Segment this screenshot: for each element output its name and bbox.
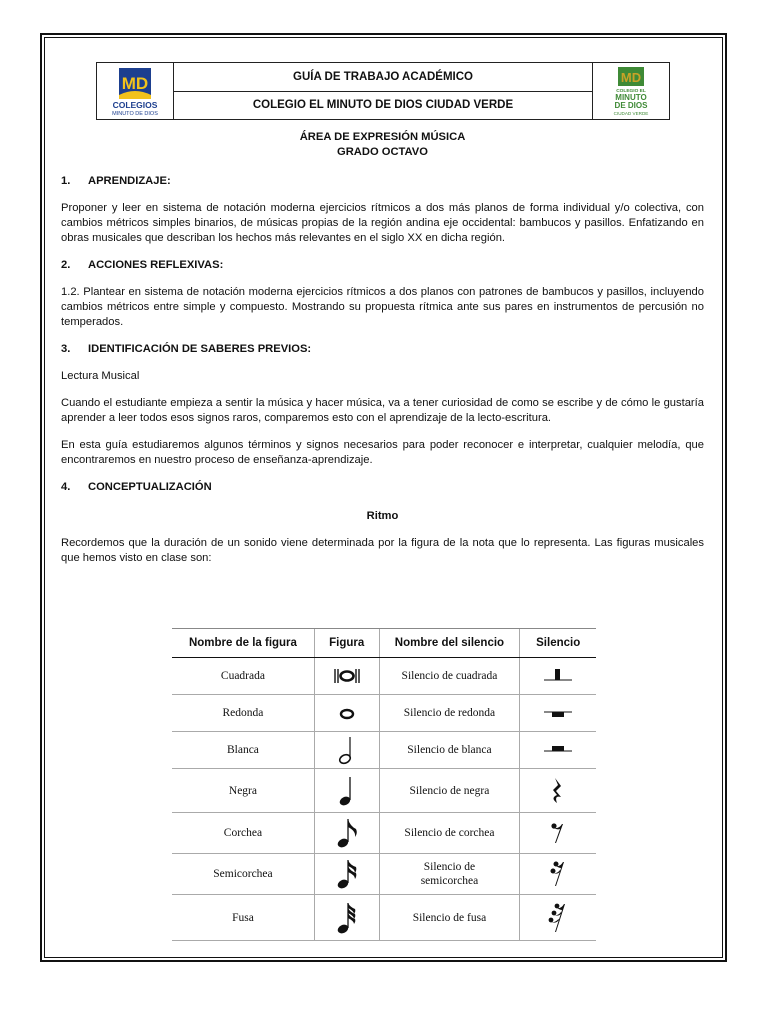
rest-name: Silencio de fusa (379, 895, 520, 941)
colegios-minuto-de-dios-logo (105, 65, 165, 117)
section-3-text-2: En esta guía estudiaremos algunos términos y signos necesarios para poder reconocer e interpretar, cualquier melodía, que encontraremos en nuestro proceso de enseñanza-aprendizaje. (61, 439, 704, 466)
rest-name-line-1: Silencio de (423, 861, 476, 873)
rest-name: Silencio de corchea (379, 813, 520, 854)
double-whole-note-icon (332, 666, 362, 686)
section-1-text: Proponer y leer en sistema de notación moderna ejercicios rítmicos a dos más planos de forma individual y/o colectiva, con cambios métricos simples binarios, de músicas propias de la región andina eje occidental: bambucos y pasillos. Enfatizando en obras musicales que describan los hechos más relevantes en el siglo XX en dicha región. (61, 202, 704, 244)
section-3-text-1: Cuando el estudiante empieza a sentir la música y hacer música, va a tener curiosidad de como se escribe y de cómo le gustaría aprender a leer todos esos signos raros, comparemos esto con el aprendizaje de la lecto-escritura. (61, 397, 704, 424)
whole-note-icon (335, 704, 359, 722)
figure-cell (314, 732, 379, 769)
table-row (172, 695, 596, 732)
document-body (61, 130, 704, 566)
table-row (172, 658, 596, 695)
header-rest: Silencio (520, 629, 596, 658)
rest-name: Silencio de blanca (379, 732, 520, 769)
figure-name: Semicorchea (172, 854, 314, 895)
section-2-title: ACCIONES REFLEXIVAS: (88, 259, 224, 271)
quarter-rest-icon (548, 776, 568, 806)
document-header (96, 62, 670, 120)
figure-name: Corchea (172, 813, 314, 854)
header-title-1: GUÍA DE TRABAJO ACADÉMICO (174, 63, 593, 92)
logo-right-mark: MD (620, 70, 642, 85)
thirty-second-note-icon (334, 901, 360, 935)
area-title: ÁREA DE EXPRESIÓN MÚSICA (299, 131, 466, 143)
section-4-text: Recordemos que la duración de un sonido viene determinada por la figura de la nota que lo representa. Las figuras musicales que hemos visto en clase son: (61, 537, 704, 564)
figure-cell (314, 658, 379, 695)
quarter-note-icon (335, 775, 359, 807)
table-row (172, 813, 596, 854)
sixteenth-note-icon (334, 858, 360, 890)
eighth-rest-icon (548, 820, 568, 846)
rest-cell (520, 732, 596, 769)
logo-right-line1: COLEGIO EL (616, 89, 646, 94)
half-note-icon (335, 735, 359, 765)
rest-cell (520, 769, 596, 813)
figure-cell (314, 813, 379, 854)
header-logo-left-cell (97, 63, 174, 120)
eighth-note-icon (334, 817, 360, 849)
sixteenth-rest-icon (547, 859, 569, 889)
figure-cell (314, 769, 379, 813)
rest-name: Silencio de cuadrada (379, 658, 520, 695)
table-row (172, 732, 596, 769)
rest-cell (520, 813, 596, 854)
section-3-number: 3. (61, 343, 71, 355)
header-logo-right-cell (593, 63, 670, 120)
figure-cell (314, 854, 379, 895)
half-rest-icon (541, 740, 575, 760)
section-1-heading (61, 174, 704, 189)
section-3-subtitle: Lectura Musical (61, 370, 140, 382)
thirty-second-rest-icon (546, 901, 570, 935)
header-figure: Figura (314, 629, 379, 658)
logo-left-line2: MINUTO DE DIOS (112, 111, 158, 117)
figure-name: Blanca (172, 732, 314, 769)
rest-cell (520, 854, 596, 895)
figure-name: Fusa (172, 895, 314, 941)
section-4-heading (61, 480, 704, 495)
section-4-number: 4. (61, 481, 71, 493)
header-title-2: COLEGIO EL MINUTO DE DIOS CIUDAD VERDE (174, 91, 593, 120)
logo-left-line1: COLEGIOS (112, 100, 158, 110)
rest-name (379, 854, 520, 895)
section-2-number: 2. (61, 259, 71, 271)
section-2-text: 1.2. Plantear en sistema de notación moderna ejercicios rítmicos a dos planos con patrones de bambucos y pasillos, incluyendo cambios métricos entre simple y compuesto. Mostrando su propuesta rítmica ante sus pares en instrumentos de percusión no temperados. (61, 286, 704, 328)
logo-left-mark: MD (121, 74, 149, 93)
section-4-title: CONCEPTUALIZACIÓN (88, 481, 212, 493)
rest-name-line-2: semicorchea (420, 875, 479, 887)
section-4-subtitle: Ritmo (366, 510, 399, 522)
logo-right-line2: MINUTO (615, 93, 647, 102)
section-3-title: IDENTIFICACIÓN DE SABERES PREVIOS: (88, 343, 312, 355)
table-row (172, 895, 596, 941)
header-figure-name: Nombre de la figura (172, 629, 314, 658)
rest-name: Silencio de redonda (379, 695, 520, 732)
rest-cell (520, 658, 596, 695)
rest-cell (520, 695, 596, 732)
figure-cell (314, 895, 379, 941)
grade-title: GRADO OCTAVO (337, 146, 428, 158)
logo-right-line3: DE DIOS (614, 101, 648, 110)
table-row (172, 854, 596, 895)
musical-figures-table (172, 628, 596, 941)
figure-name: Redonda (172, 695, 314, 732)
section-2-heading (61, 258, 704, 273)
logo-right-line4: CIUDAD VERDE (613, 111, 649, 116)
section-1-number: 1. (61, 175, 71, 187)
colegio-ciudad-verde-logo (603, 65, 659, 117)
figure-name: Negra (172, 769, 314, 813)
rest-cell (520, 895, 596, 941)
table-row (172, 769, 596, 813)
section-3-heading (61, 342, 704, 357)
rest-name: Silencio de negra (379, 769, 520, 813)
whole-rest-icon (541, 703, 575, 723)
table-header-row (172, 629, 596, 658)
double-whole-rest-icon (541, 666, 575, 686)
figure-cell (314, 695, 379, 732)
figure-name: Cuadrada (172, 658, 314, 695)
header-rest-name: Nombre del silencio (379, 629, 520, 658)
section-1-title: APRENDIZAJE: (88, 175, 171, 187)
